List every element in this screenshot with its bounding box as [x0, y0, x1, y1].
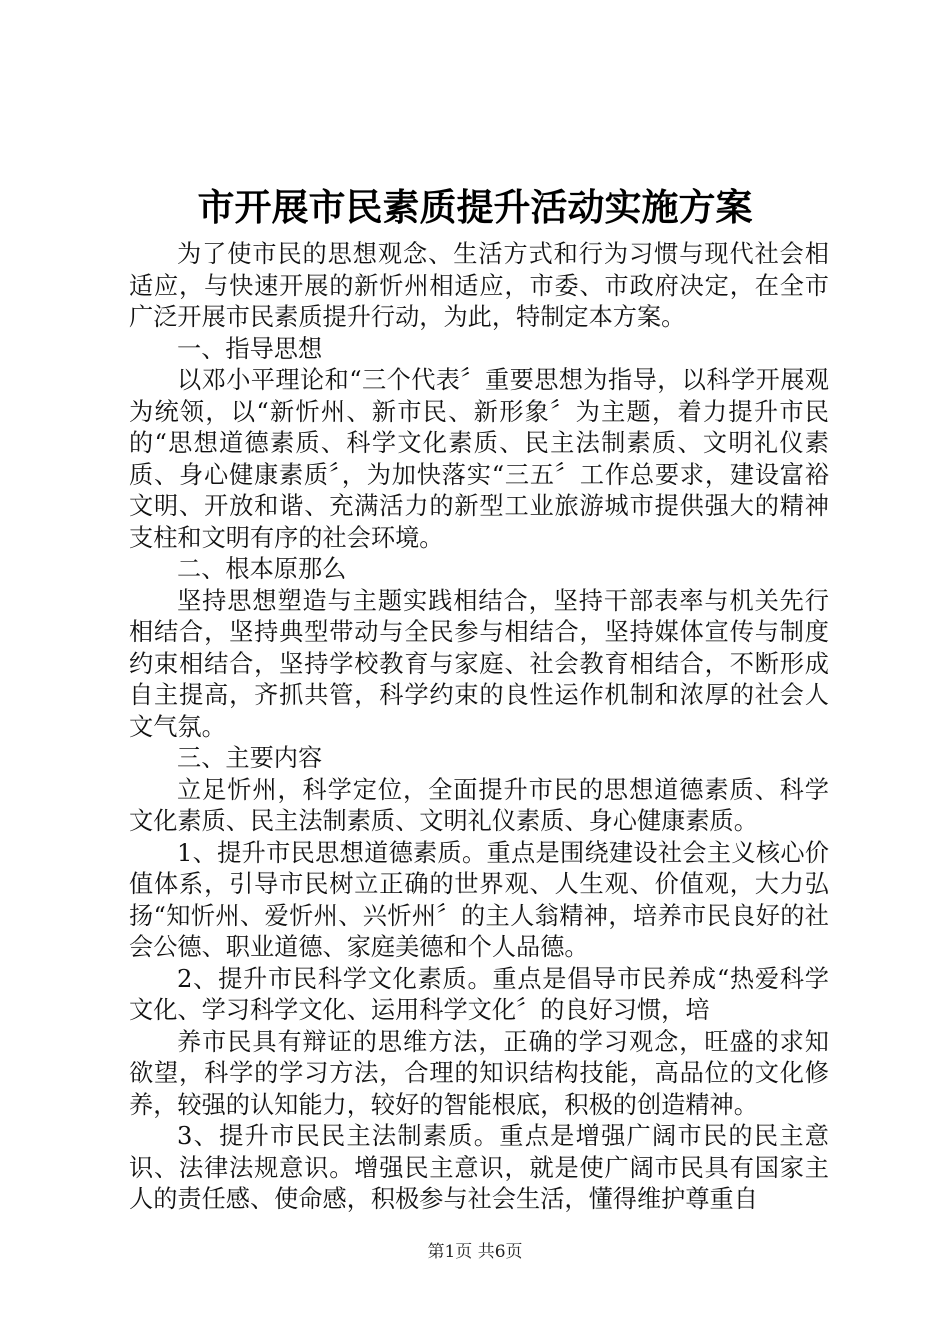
paragraph-guiding-thought: 以邓小平理论和“三个代表〞重要思想为指导，以科学开展观为统领，以“新忻州、新市民、新形象〞为主题，着力提升市民的“思想道德素质、科学文化素质、民主法制素质、文明礼仪素质、身心健康素质〞，为加快落实“三五〞工作总要求，建设富裕文明、开放和谐、充满活力的新型工业旅游城市提供强大的精神支柱和文明有序的社会环境。: [129, 366, 829, 552]
section-heading-guiding-thought: 一、指导思想: [177, 334, 323, 363]
paragraph-item-2: 2、提升市民科学文化素质。重点是倡导市民养成“热爱科学文化、学习科学文化、运用科学文化〞的良好习惯，培: [129, 964, 829, 1024]
section-heading-main-content: 三、主要内容: [177, 744, 323, 772]
paragraph-intro: 为了使市民的思想观念、生活方式和行为习惯与现代社会相适应，与快速开展的新忻州相适应，市委、市政府决定，在全市广泛开展市民素质提升行动，为此，特制定本方案。: [129, 240, 829, 331]
document-body: [129, 239, 829, 1216]
document-title: 市开展市民素质提升活动实施方案: [197, 185, 753, 229]
paragraph-main-content: 立足忻州，科学定位，全面提升市民的思想道德素质、科学文化素质、民主法制素质、文明礼仪素质、身心健康素质。: [129, 775, 829, 835]
paragraph-item-3: 3、提升市民民主法制素质。重点是增强广阔市民的民主意识、法律法规意识。增强民主意识，就是使广阔市民具有国家主人的责任感、使命感，积极参与社会生活，懂得维护尊重自: [129, 1122, 829, 1213]
paragraph-basic-principles: 坚持思想塑造与主题实践相结合，坚持干部表率与机关先行相结合，坚持典型带动与全民参与相结合，坚持媒体宣传与制度约束相结合，坚持学校教育与家庭、社会教育相结合，不断形成自主提高，齐抓共管，科学约束的良性运作机制和浓厚的社会人文气氛。: [129, 586, 829, 741]
section-heading-basic-principles: 二、根本原那么: [177, 555, 347, 583]
page-footer: 第1页 共6页: [427, 1242, 523, 1262]
paragraph-item-1: 1、提升市民思想道德素质。重点是围绕建设社会主义核心价值体系，引导市民树立正确的世界观、人生观、价值观，大力弘扬“知忻州、爱忻州、兴忻州〞的主人翁精神，培养市民良好的社会公德、职业道德、家庭美德和个人品德。: [129, 838, 829, 961]
paragraph-item-2-continued: 养市民具有辩证的思维方法，正确的学习观念，旺盛的求知欲望，科学的学习方法，合理的知识结构技能，高品位的文化修养，较强的认知能力，较好的智能根底，积极的创造精神。: [129, 1027, 829, 1119]
